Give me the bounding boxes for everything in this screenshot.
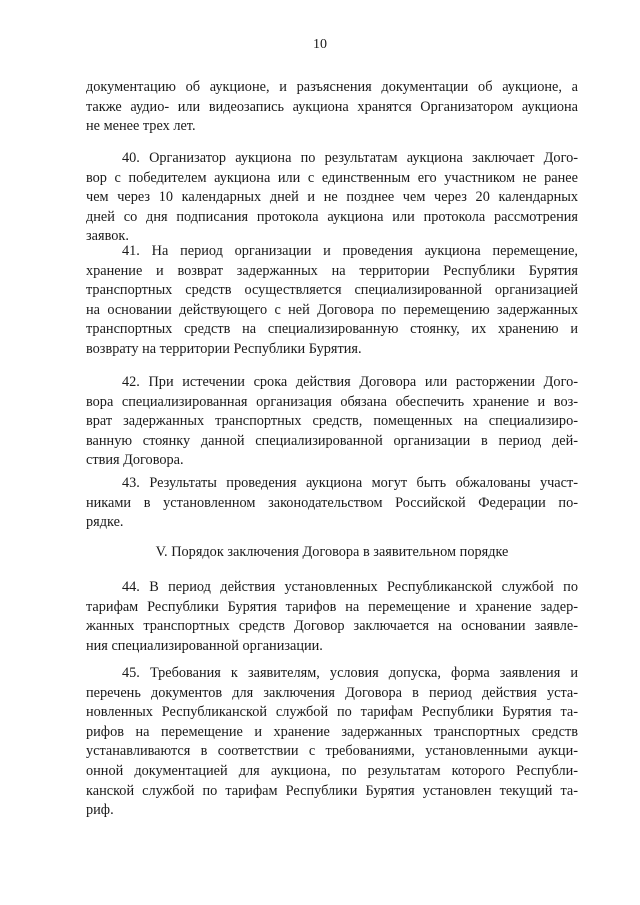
paragraph-continuation xyxy=(86,78,578,137)
text-line: чем через 10 календарных дней и не позднее чем через 20 календарных xyxy=(86,189,578,206)
text-line: рядке. xyxy=(86,514,124,531)
text-line: риф. xyxy=(86,802,114,819)
paragraph-40 xyxy=(86,149,578,247)
text-line: устанавливаются в соответствии с требованиями, установленными аукци- xyxy=(86,743,578,760)
paragraph-41 xyxy=(86,242,578,360)
text-line: 41. На период организации и проведения аукциона перемещение, xyxy=(122,243,578,259)
paragraph-44 xyxy=(86,578,578,656)
paragraph-45 xyxy=(86,664,578,821)
text-line: заявок. xyxy=(86,228,129,245)
text-line: перечень документов для заключения Договора в период действия уста- xyxy=(86,684,578,701)
text-line: 44. В период действия установленных Республиканской службой по xyxy=(122,579,578,595)
paragraph-42 xyxy=(86,373,578,471)
text-line: канской службой по тарифам Республики Бурятия установлен текущий та- xyxy=(86,782,578,799)
text-line: дней со дня подписания протокола аукциона или протокола рассмотрения xyxy=(86,208,578,225)
text-line: врат задержанных транспортных средств, помещенных на специализиро- xyxy=(86,413,578,430)
text-line: новленных Республиканской службой по тарифам Республики Бурятия та- xyxy=(86,704,578,721)
text-line: онной документацией для аукциона, по результатам которого Республи- xyxy=(86,762,578,779)
text-line: не менее трех лет. xyxy=(86,118,196,135)
text-line: ванную стоянку данной специализированной организации в период дей- xyxy=(86,432,578,449)
text-line: возврату на территории Республики Бурятия. xyxy=(86,340,362,357)
text-line: рифов на перемещение и хранение задержанных транспортных средств xyxy=(86,723,578,740)
text-line: на основании действующего с ней Договора по перемещению задержанных xyxy=(86,301,578,318)
section-heading: V. Порядок заключения Договора в заявительном порядке xyxy=(155,544,509,560)
text-line: транспортных средств осуществляется специализированной организацией xyxy=(86,282,578,299)
text-line: 40. Организатор аукциона по результатам аукциона заключает Дого- xyxy=(122,150,578,166)
paragraph-43 xyxy=(86,474,578,533)
text-line: ствия Договора. xyxy=(86,452,184,469)
page-number: 10 xyxy=(313,37,327,52)
text-line: транспортных средств на специализированную стоянку, их хранению и xyxy=(86,321,578,338)
text-line: жанных транспортных средств Договор заключается на основании заявле- xyxy=(86,618,578,635)
text-line: 43. Результаты проведения аукциона могут быть обжалованы участ- xyxy=(122,475,578,491)
text-line: никами в установленном законодательством Российской Федерации по- xyxy=(86,494,578,511)
text-line: также аудио- или видеозапись аукциона хранятся Организатором аукциона xyxy=(86,98,578,115)
text-line: хранение и возврат задержанных на территории Республики Бурятия xyxy=(86,262,578,279)
text-line: вора специализированная организация обязана обеспечить хранение и воз- xyxy=(86,393,578,410)
text-line: вор с победителем аукциона или с единственным его участником не ранее xyxy=(86,169,578,186)
text-line: 42. При истечении срока действия Договора или расторжении Дого- xyxy=(122,374,578,390)
text-line: 45. Требования к заявителям, условия допуска, форма заявления и xyxy=(122,665,578,681)
text-line: документацию об аукционе, и разъяснения документации об аукционе, а xyxy=(86,79,578,95)
text-line: тарифам Республики Бурятия тарифов на перемещение и хранение задер- xyxy=(86,598,578,615)
text-line: ния специализированной организации. xyxy=(86,637,323,654)
